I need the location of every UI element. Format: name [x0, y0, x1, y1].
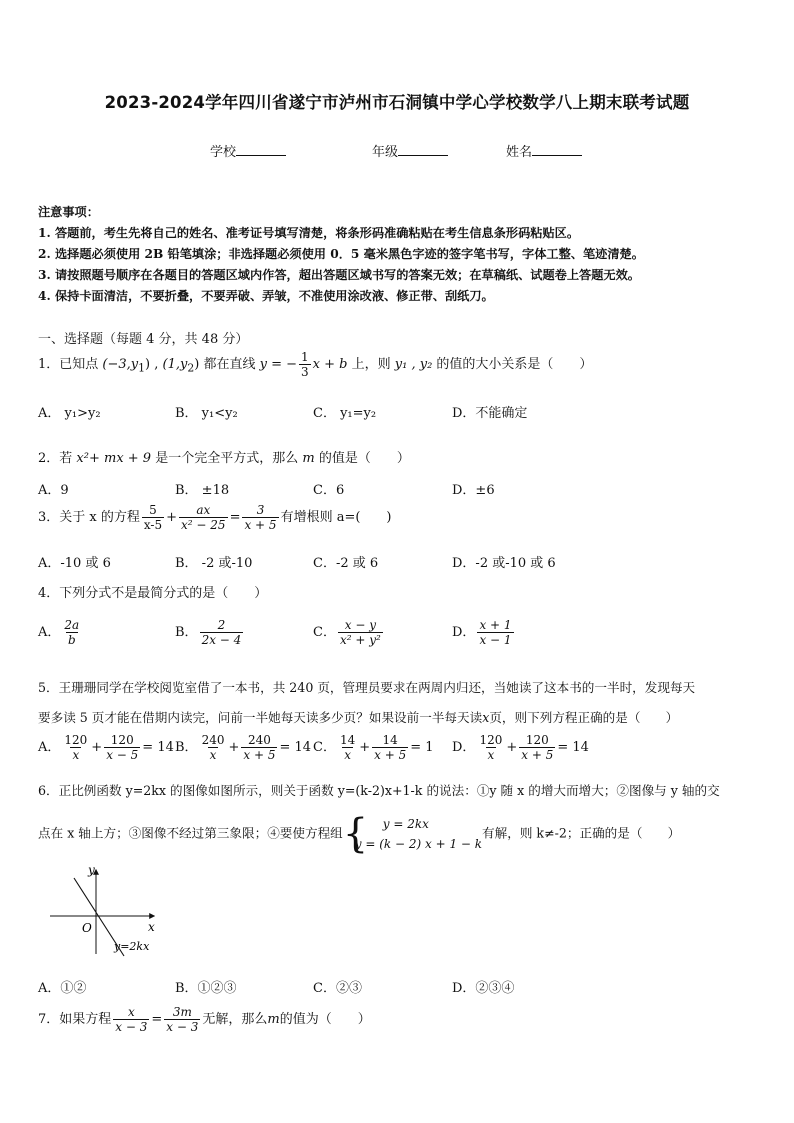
q2-option-d[interactable]: D．±6 [452, 483, 495, 498]
q1-option-d[interactable]: D．不能确定 [452, 406, 528, 421]
brace-icon: { [342, 811, 369, 857]
q5-option-b[interactable]: B． $\frac{240}{x}$ + $\frac{240}{x + 5}$ = 14 [175, 733, 312, 762]
origin-label: O [82, 921, 92, 935]
q5-option-d[interactable]: D． $\frac{120}{x}$ + $\frac{120}{x + 5}$ = 14 [452, 733, 589, 762]
q1-option-a[interactable]: A． y₁>y₂ [38, 406, 101, 421]
equation-system: { y = 2kx y = (k − 2) x + 1 − k [342, 811, 483, 857]
q4-option-d[interactable]: D． $\frac{x + 1}{x - 1}$ [452, 618, 512, 647]
notes-heading: 注意事项： [38, 205, 99, 219]
question-1: 1．已知点 $(-3,y_1)$ , $(1,y_2)$ 都在直线 y = − $\frac{1}{3}$ x + b 上，则 y₁ , y₂ 的值的大小关系是（ ） [38, 350, 593, 379]
grade-blank[interactable] [398, 143, 448, 156]
note-item: 2. 选择题必须使用 2B 铅笔填涂；非选择题必须使用 0．5 毫米黑色字迹的签字笔书写，字体工整、笔迹清楚。 [38, 247, 644, 261]
note-item: 4. 保持卡面清洁，不要折叠，不要弄破、弄皱，不准使用涂改液、修正带、刮纸刀。 [38, 289, 494, 303]
question-5-line-1: 5．王珊珊同学在学校阅览室借了一本书，共 240 页，管理员要求在两周内归还，当她读了这本书的一半时，发现每天 [38, 680, 696, 695]
q3-option-a[interactable]: A．-10 或 6 [38, 556, 111, 571]
school-label: 学校 [210, 145, 237, 160]
q4-option-b[interactable]: B． $\frac{2}{2x - 4}$ [175, 618, 242, 647]
name-label: 姓名 [506, 145, 533, 160]
q4-option-c[interactable]: C． $\frac{x - y}{\text{x² + y²}}$ [313, 618, 381, 647]
q6-option-d[interactable]: D．②③④ [452, 981, 515, 996]
school-field[interactable] [210, 141, 286, 160]
grade-field[interactable] [372, 141, 448, 160]
q2-option-b[interactable]: B． ±18 [175, 483, 230, 498]
x-axis-label: x [148, 920, 155, 934]
line-label: y=2kx [114, 940, 150, 953]
q5-option-a[interactable]: A． $\frac{120}{x}$ + $\frac{120}{x - 5}$ = 14 [38, 733, 174, 762]
question-6-line-1: 6．正比例函数 y=2kx 的图像如图所示，则关于函数 y=(k-2)x+1-k 的说法：①y 随 x 的增大而增大；②图像与 y 轴的交 [38, 783, 720, 798]
grade-label: 年级 [372, 145, 399, 160]
q2-option-c[interactable]: C．6 [313, 483, 345, 498]
name-field[interactable] [506, 141, 582, 160]
q2-option-a[interactable]: A．9 [38, 483, 69, 498]
question-3: 3．关于 x 的方程 $\frac{5}{x-5}$ + $\frac{ax}{\text{x² − 25}}$ = $\frac{3}{x + 5}$ 有增根则 a=( ) [38, 503, 392, 532]
question-7: 7．如果方程 $\frac{x}{x - 3}$ = $\frac{3m}{x - 3}$ 无解，那么m的值为（ ） [38, 1005, 371, 1034]
q1-option-b[interactable]: B． y₁<y₂ [175, 406, 238, 421]
q6-option-c[interactable]: C．②③ [313, 981, 362, 996]
q3-option-b[interactable]: B． -2 或-10 [175, 556, 253, 571]
q3-option-c[interactable]: C．-2 或 6 [313, 556, 379, 571]
q6-graph [44, 860, 164, 960]
q6-option-a[interactable]: A．①② [38, 981, 87, 996]
page-title: 2023-2024学年四川省遂宁市泸州市石洞镇中学心学校数学八上期末联考试题 [104, 93, 690, 112]
note-item: 1. 答题前，考生先将自己的姓名、准考证号填写清楚，将条形码准确粘贴在考生信息条形码粘贴区。 [38, 226, 580, 240]
y-axis-label: y [88, 863, 95, 877]
q1-option-c[interactable]: C． y₁=y₂ [313, 406, 377, 421]
q4-option-a[interactable]: A． $\frac{2a}{b}$ [38, 618, 80, 647]
section-heading: 一、选择题（每题 4 分，共 48 分） [38, 332, 249, 347]
school-blank[interactable] [236, 143, 286, 156]
note-item: 3. 请按照题号顺序在各题目的答题区域内作答，超出答题区域书写的答案无效；在草稿纸、试题卷上答题无效。 [38, 268, 640, 282]
q6-option-b[interactable]: B．①②③ [175, 981, 237, 996]
q3-option-d[interactable]: D．-2 或-10 或 6 [452, 556, 556, 571]
question-6-line-2: 点在 x 轴上方；③图像不经过第三象限；④要使方程组 { y = 2kx y = (k − 2) x + 1 − k有解，则 k≠-2；正确的是（ ） [38, 811, 681, 857]
question-2: 2．若 x²+ mx + 9 是一个完全平方式，那么 m 的值是（ ） [38, 451, 410, 466]
q5-option-c[interactable]: C． $\frac{14}{x}$ + $\frac{14}{x + 5}$ = 1 [313, 733, 434, 762]
question-4: 4．下列分式不是最简分式的是（ ） [38, 586, 268, 601]
name-blank[interactable] [532, 143, 582, 156]
question-5-line-2: 要多读 5 页才能在借期内读完，问前一半她每天读多少页？如果设前一半每天读x页，则下列方程正确的是（ ） [38, 710, 679, 725]
